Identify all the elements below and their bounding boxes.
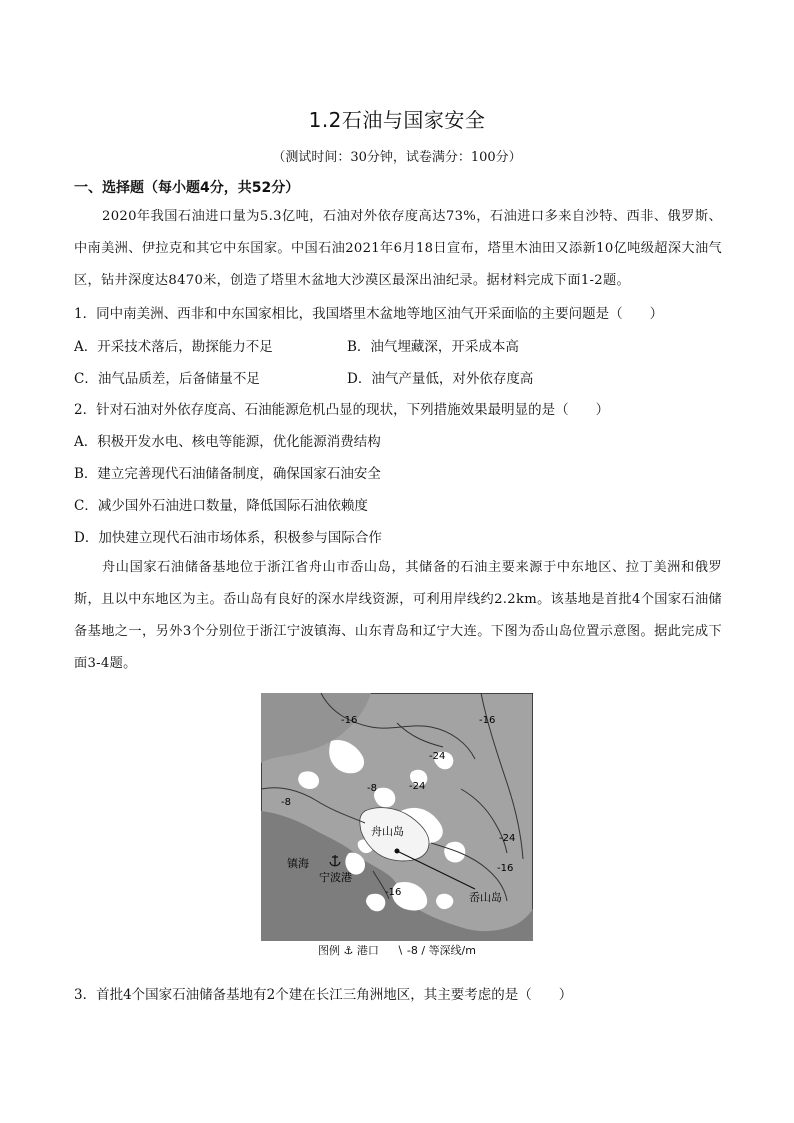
depth-label: -8 [367, 783, 377, 794]
reading-passage-1: 2020年我国石油进口量为5.3亿吨，石油对外依存度高达73%，石油进口多来自沙特、西非、俄罗斯、中南美洲、伊拉克和其它中东国家。中国石油2021年6月18日宣布，塔里木油田又添新10亿吨级超深大油气区，钻井深度达8470米，创造了塔里木盆地大沙漠区最深出油纪录。据材料完成下面1-2题。 [74, 209, 722, 288]
zhoushan-island-label: 舟山岛 [371, 825, 404, 838]
legend-port: 港口 [356, 944, 379, 957]
page-title: 1.2石油与国家安全 [308, 108, 486, 132]
depth-label: -16 [385, 887, 402, 898]
question-1-option-c: C．油气品质差，后备储量不足 [74, 371, 260, 387]
contour-line-icon: / [421, 944, 426, 957]
depth-label: -24 [429, 751, 446, 762]
map-legend [261, 942, 533, 958]
zhenhai-label: 镇海 [287, 857, 309, 870]
depth-label: -24 [499, 833, 516, 844]
question-1-stem: 1．同中南美洲、西非和中东国家相比，我国塔里木盆地等地区油气开采面临的主要问题是（ ） [74, 306, 664, 322]
question-1-option-a: A．开采技术落后，勘探能力不足 [74, 339, 273, 355]
aoshan-island-label: 岙山岛 [469, 891, 502, 904]
question-2-option-c: C．减少国外石油进口数量，降低国际石油依赖度 [74, 498, 368, 514]
aoshan-location-map [261, 693, 533, 941]
test-info: （测试时间：30分钟，试卷满分：100分） [272, 150, 522, 165]
legend-contour: 等深线/m [428, 944, 476, 957]
anchor-icon: ⚓ [343, 944, 354, 957]
depth-label: -24 [409, 781, 426, 792]
depth-label: -8 [281, 797, 291, 808]
depth-label: -16 [341, 715, 358, 726]
question-2-stem: 2．针对石油对外依存度高、石油能源危机凸显的现状，下列措施效果最明显的是（ ） [74, 402, 610, 418]
question-2-option-b: B．建立完善现代石油储备制度，确保国家石油安全 [74, 466, 381, 482]
section-heading: 一、选择题（每小题4分，共52分） [74, 180, 300, 196]
legend-contour-sample: -8 [406, 944, 418, 957]
ningbo-port-label: 宁波港 [319, 871, 352, 884]
legend-title: 图例 [318, 944, 340, 957]
depth-label: -16 [479, 715, 496, 726]
question-2-option-a: A．积极开发水电、核电等能源，优化能源消费结构 [74, 434, 381, 450]
question-3-stem: 3．首批4个国家石油储备基地有2个建在长江三角洲地区，其主要考虑的是（ ） [74, 987, 573, 1003]
question-1-option-b: B．油气埋藏深，开采成本高 [347, 339, 519, 355]
reading-passage-2: 舟山国家石油储备基地位于浙江省舟山市岙山岛，其储备的石油主要来源于中东地区、拉丁美洲和俄罗斯，且以中东地区为主。岙山岛有良好的深水岸线资源，可利用岸线约2.2km。该基地是首批4个国家石油储备基地之一，另外3个分别位于浙江宁波镇海、山东青岛和辽宁大连。下图为岙山岛位置示意图。据此完成下面3-4题。 [74, 560, 722, 671]
contour-line-icon: ∖ [396, 944, 404, 957]
question-2-option-d: D．加快建立现代石油市场体系，积极参与国际合作 [74, 530, 382, 546]
depth-label: -16 [497, 863, 514, 874]
question-1-option-d: D．油气产量低，对外依存度高 [347, 371, 534, 387]
